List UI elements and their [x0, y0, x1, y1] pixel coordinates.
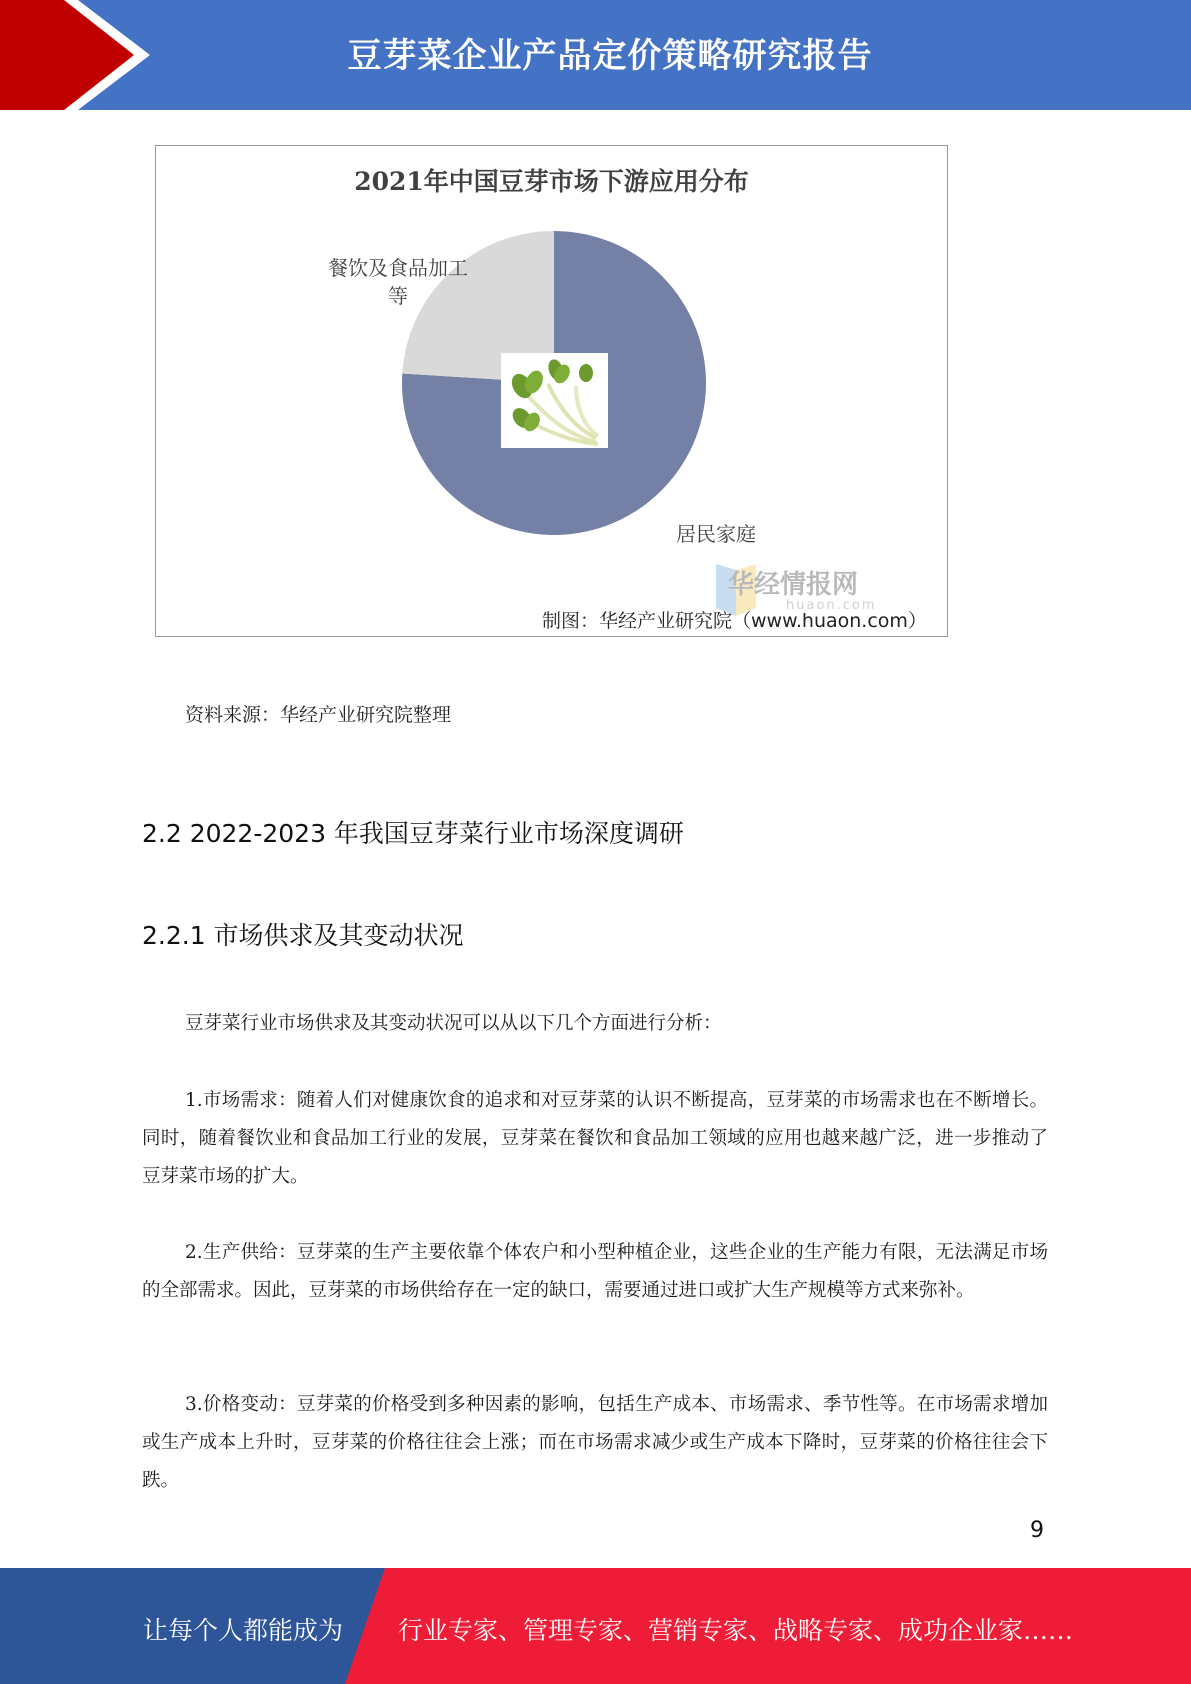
chart-credit: 制图：华经产业研究院（www.huaon.com）	[542, 610, 927, 632]
page-header	[0, 0, 1191, 110]
page-number: 9	[1030, 1518, 1044, 1543]
paragraph-price: 3.价格变动：豆芽菜的价格受到多种因素的影响，包括生产成本、市场需求、季节性等。在市场需求增加或生产成本上升时，豆芽菜的价格往往会上涨；而在市场需求减少或生产成本下降时，豆芽菜的价格往往会下跌。	[142, 1394, 1048, 1491]
subsection-heading: 2.2.1 市场供求及其变动状况	[142, 921, 464, 950]
watermark-text: 华经情报网	[728, 570, 859, 600]
source-note: 资料来源：华经产业研究院整理	[185, 704, 452, 726]
paragraph-intro: 豆芽菜行业市场供求及其变动状况可以从以下几个方面进行分析：	[185, 1013, 722, 1034]
chart-title: 2021年中国豆芽市场下游应用分布	[354, 167, 749, 196]
slice-label-household: 居民家庭	[676, 522, 756, 546]
paragraph-demand: 1.市场需求：随着人们对健康饮食的追求和对豆芽菜的认识不断提高，豆芽菜的市场需求也在不断增长。同时，随着餐饮业和食品加工行业的发展，豆芽菜在餐饮和食品加工领域的应用也越来越广泛，进一步推动了豆芽菜市场的扩大。	[142, 1090, 1048, 1187]
footer-slogan-right: 行业专家、管理专家、营销专家、战略专家、成功企业家……	[398, 1616, 1074, 1645]
header-red-arrow	[0, 0, 134, 110]
pie-chart	[156, 146, 946, 636]
slice-label-catering: 餐饮及食品加工等	[328, 256, 468, 308]
bean-sprout-icon	[501, 353, 608, 448]
paragraph-supply: 2.生产供给：豆芽菜的生产主要依靠个体农户和小型种植企业，这些企业的生产能力有限，无法满足市场的全部需求。因此，豆芽菜的市场供给存在一定的缺口，需要通过进口或扩大生产规模等方式来弥补。	[142, 1242, 1048, 1301]
footer-slogan-left: 让每个人都能成为	[143, 1616, 344, 1645]
pie-chart-figure	[155, 145, 948, 637]
section-heading: 2.2 2022-2023 年我国豆芽菜行业市场深度调研	[142, 819, 684, 848]
watermark-subtext: huaon.com	[786, 598, 877, 613]
header-arrow-decoration	[0, 0, 150, 110]
report-title: 豆芽菜企业产品定价策略研究报告	[347, 36, 873, 76]
